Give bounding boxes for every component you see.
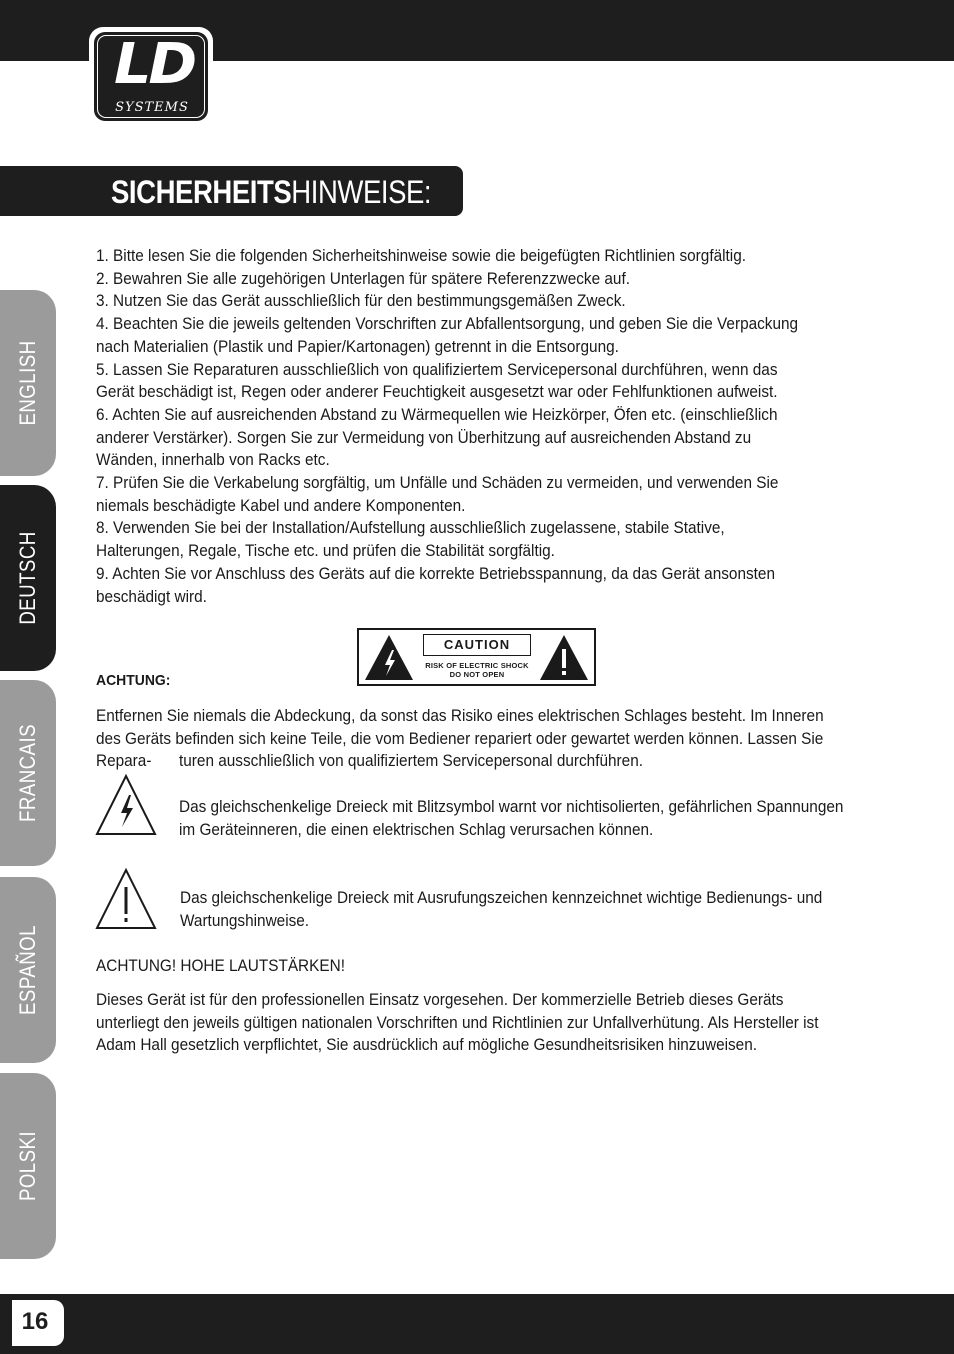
lightning-warning-icon — [94, 773, 158, 837]
exclamation-warning-icon — [94, 867, 158, 931]
caution-subtext — [419, 661, 535, 679]
page-number: 16 — [21, 1308, 49, 1335]
tab-deutsch[interactable] — [0, 485, 56, 671]
list-item: 4. Beachten Sie die jeweils geltenden Vorschriften zur Abfallentsorgung, und geben Sie die Verpackung nach Materialien (Plastik und Papier/Kartonagen) getrennt in die Entsorgung. — [96, 315, 799, 356]
exclamation-note: Das gleichschenkelige Dreieck mit Ausrufungszeichen kennzeichnet wichtige Bedienungs- und Wartungshinweise. — [180, 889, 823, 930]
achtung-paragraph-cont: turen ausschließlich von qualifiziertem Servicepersonal durchführen. — [179, 752, 643, 770]
volume-paragraph: Dieses Gerät ist für den professionellen Einsatz vorgesehen. Der kommerzielle Betrieb dieses Geräts unterliegt den jeweils gültigen nationalen Vorschriften und Richtlinien zur Unfallverhütung. Als Hersteller ist Adam Hall gesetzlich verpflichtet, Sie ausdrücklich auf mögliche Gesundheitsrisiken hinzuweisen. — [96, 991, 819, 1055]
bottom-bar — [0, 1294, 954, 1354]
caution-title: CAUTION — [423, 634, 531, 656]
tab-francais[interactable] — [0, 680, 56, 866]
volume-heading: ACHTUNG! HOHE LAUTSTÄRKEN! — [96, 957, 345, 975]
safety-instructions-list — [96, 245, 812, 608]
tab-espanol-label: ESPAÑOL — [15, 925, 40, 1015]
list-item: 7. Prüfen Sie die Verkabelung sorgfältig, um Unfälle und Schäden zu vermeiden, und verwenden Sie niemals beschädigte Kabel und andere Komponenten. — [96, 474, 779, 515]
logo-systems-text: SYSTEMS — [115, 100, 189, 115]
caution-line-1: RISK OF ELECTRIC SHOCK — [425, 661, 529, 670]
tab-polski[interactable] — [0, 1073, 56, 1259]
title-bold-part: SICHERHEITS — [111, 174, 292, 210]
section-title-bar — [0, 166, 463, 216]
tab-english-label: ENGLISH — [15, 340, 40, 426]
tab-espanol[interactable] — [0, 877, 56, 1063]
ld-systems-logo — [89, 27, 213, 126]
page-title — [111, 173, 431, 211]
list-item: 9. Achten Sie vor Anschluss des Geräts auf die korrekte Betriebsspannung, da das Gerät ansonsten beschädigt wird. — [96, 564, 776, 606]
list-item: 8. Verwenden Sie bei der Installation/Aufstellung ausschließlich zugelassene, stabile Stative, Halterungen, Regale, Tische etc. und prüfen die Stabilität sorgfältig. — [96, 519, 725, 561]
lightning-note: Das gleichschenkelige Dreieck mit Blitzsymbol warnt vor nichtisolierten, gefährlichen Spannungen im Geräteinneren, die einen elektrischen Schlag verursachen können. — [179, 798, 844, 839]
tab-francais-label: FRANCAIS — [15, 724, 40, 822]
tab-english[interactable] — [0, 290, 56, 476]
lightning-triangle-icon — [363, 632, 415, 682]
caution-label — [357, 628, 596, 686]
exclamation-triangle-icon — [538, 632, 590, 682]
title-light-part: HINWEISE: — [291, 174, 432, 210]
list-item: 1. Bitte lesen Sie die folgenden Sicherheitshinweise sowie die beigefügten Richtlinien sorgfältig. — [96, 247, 747, 265]
logo-ld-text: LD — [114, 32, 194, 97]
list-item: 5. Lassen Sie Reparaturen ausschließlich von qualifiziertem Servicepersonal durchführen, wenn das Gerät beschädigt ist, Regen oder anderer Feuchtigkeit ausgesetzt war oder Fehlfunktionen aufweist. — [96, 360, 778, 402]
achtung-paragraph: Entfernen Sie niemals die Abdeckung, da sonst das Risiko eines elektrischen Schlages besteht. Im Inneren des Geräts befinden sich keine Teile, die vom Bediener repariert oder gewartet werden können. Lassen Sie Repara- — [96, 707, 824, 771]
page-number-box — [12, 1300, 64, 1346]
tab-polski-label: POLSKI — [15, 1130, 40, 1202]
tab-deutsch-label: DEUTSCH — [15, 531, 40, 625]
list-item: 3. Nutzen Sie das Gerät ausschließlich für den bestimmungsgemäßen Zweck. — [96, 292, 626, 311]
list-item: 6. Achten Sie auf ausreichenden Abstand zu Wärmequellen wie Heizkörper, Öfen etc. (einschließlich anderer Verstärker). Sorgen Sie zur Vermeidung von Überhitzung auf ausreichenden Abstand zu Wänden, innerhalb von Racks etc. — [96, 405, 778, 470]
caution-line-2: DO NOT OPEN — [449, 670, 505, 679]
achtung-heading: ACHTUNG: — [96, 672, 171, 689]
list-item: 2. Bewahren Sie alle zugehörigen Unterlagen für spätere Referenzzwecke auf. — [96, 269, 630, 288]
